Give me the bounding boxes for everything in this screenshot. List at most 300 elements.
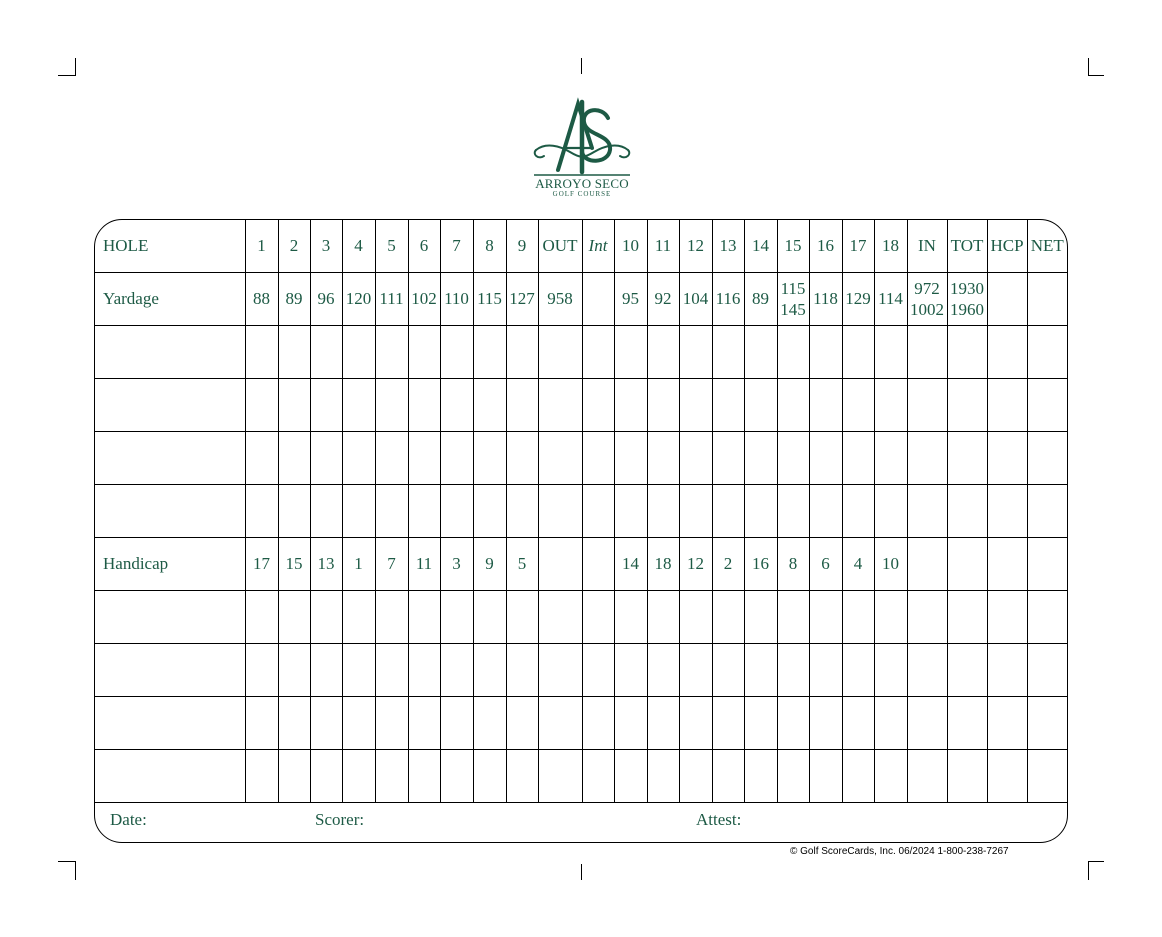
blank-cell bbox=[408, 644, 440, 697]
blank-cell bbox=[95, 432, 245, 485]
hole-header-row-cell: 13 bbox=[712, 220, 744, 273]
blank-cell bbox=[1027, 326, 1067, 379]
row-label: Handicap bbox=[95, 538, 245, 591]
blank-cell bbox=[907, 697, 947, 750]
blank-cell bbox=[744, 750, 777, 803]
player-score-row bbox=[95, 591, 1067, 644]
yardage-row-cell: 114 bbox=[874, 273, 907, 326]
player-score-row bbox=[95, 697, 1067, 750]
blank-cell bbox=[679, 326, 712, 379]
blank-cell bbox=[408, 591, 440, 644]
blank-cell bbox=[947, 432, 987, 485]
blank-cell bbox=[987, 485, 1027, 538]
date-label: Date: bbox=[110, 810, 147, 829]
blank-cell bbox=[582, 432, 614, 485]
blank-cell bbox=[809, 644, 842, 697]
hole-header-row-cell: OUT bbox=[538, 220, 582, 273]
blank-cell bbox=[744, 644, 777, 697]
crop-mark bbox=[1088, 75, 1104, 76]
blank-cell bbox=[506, 485, 538, 538]
blank-cell bbox=[278, 379, 310, 432]
blank-cell bbox=[310, 750, 342, 803]
blank-cell bbox=[809, 485, 842, 538]
blank-cell bbox=[408, 326, 440, 379]
blank-cell bbox=[712, 379, 744, 432]
blank-cell bbox=[310, 644, 342, 697]
blank-cell bbox=[245, 591, 278, 644]
blank-cell bbox=[440, 750, 473, 803]
blank-cell bbox=[538, 326, 582, 379]
player-score-row bbox=[95, 644, 1067, 697]
player-score-row bbox=[95, 485, 1067, 538]
blank-cell bbox=[1027, 697, 1067, 750]
score-table bbox=[95, 220, 1067, 803]
handicap-row-cell: 17 bbox=[245, 538, 278, 591]
blank-cell bbox=[473, 432, 506, 485]
blank-cell bbox=[440, 697, 473, 750]
blank-cell bbox=[647, 750, 679, 803]
yardage-row-cell: 129 bbox=[842, 273, 874, 326]
yardage-row-cell: 88 bbox=[245, 273, 278, 326]
blank-cell bbox=[679, 432, 712, 485]
blank-cell bbox=[310, 432, 342, 485]
handicap-row bbox=[95, 538, 1067, 591]
handicap-row-cell: 6 bbox=[809, 538, 842, 591]
yardage-row-cell: 972 1002 bbox=[907, 273, 947, 326]
hole-header-row-cell: 6 bbox=[408, 220, 440, 273]
blank-cell bbox=[278, 591, 310, 644]
blank-cell bbox=[809, 432, 842, 485]
yardage-row bbox=[95, 273, 1067, 326]
blank-cell bbox=[679, 485, 712, 538]
blank-cell bbox=[538, 485, 582, 538]
blank-cell bbox=[538, 591, 582, 644]
blank-cell bbox=[614, 485, 647, 538]
blank-cell bbox=[744, 697, 777, 750]
blank-cell bbox=[582, 591, 614, 644]
blank-cell bbox=[842, 750, 874, 803]
blank-cell bbox=[440, 591, 473, 644]
blank-cell bbox=[375, 485, 408, 538]
blank-cell bbox=[809, 326, 842, 379]
blank-cell bbox=[95, 379, 245, 432]
blank-cell bbox=[679, 379, 712, 432]
blank-cell bbox=[342, 379, 375, 432]
handicap-row-cell: 12 bbox=[679, 538, 712, 591]
blank-cell bbox=[614, 379, 647, 432]
blank-cell bbox=[375, 379, 408, 432]
blank-cell bbox=[679, 591, 712, 644]
blank-cell bbox=[582, 644, 614, 697]
blank-cell bbox=[987, 591, 1027, 644]
blank-cell bbox=[473, 485, 506, 538]
hole-header-row-cell: IN bbox=[907, 220, 947, 273]
blank-cell bbox=[440, 379, 473, 432]
blank-cell bbox=[375, 591, 408, 644]
yardage-row-cell: 115 145 bbox=[777, 273, 809, 326]
blank-cell bbox=[647, 432, 679, 485]
blank-cell bbox=[506, 326, 538, 379]
blank-cell bbox=[95, 326, 245, 379]
blank-cell bbox=[440, 432, 473, 485]
blank-cell bbox=[342, 432, 375, 485]
blank-cell bbox=[582, 538, 614, 591]
blank-cell bbox=[614, 591, 647, 644]
blank-cell bbox=[506, 591, 538, 644]
blank-cell bbox=[245, 432, 278, 485]
yardage-row-cell: 95 bbox=[614, 273, 647, 326]
crop-mark bbox=[58, 75, 76, 76]
hole-header-row-cell: 11 bbox=[647, 220, 679, 273]
blank-cell bbox=[987, 273, 1027, 326]
hole-header-row-cell: 10 bbox=[614, 220, 647, 273]
blank-cell bbox=[473, 379, 506, 432]
handicap-row-cell: 4 bbox=[842, 538, 874, 591]
blank-cell bbox=[907, 379, 947, 432]
blank-cell bbox=[1027, 644, 1067, 697]
hole-header-row-cell: 16 bbox=[809, 220, 842, 273]
blank-cell bbox=[473, 326, 506, 379]
yardage-row-cell: 120 bbox=[342, 273, 375, 326]
hole-header-row-cell: 4 bbox=[342, 220, 375, 273]
hole-header-row-cell: 2 bbox=[278, 220, 310, 273]
blank-cell bbox=[809, 697, 842, 750]
blank-cell bbox=[1027, 750, 1067, 803]
blank-cell bbox=[95, 750, 245, 803]
blank-cell bbox=[95, 644, 245, 697]
blank-cell bbox=[506, 644, 538, 697]
blank-cell bbox=[874, 750, 907, 803]
course-logo bbox=[520, 96, 644, 204]
yardage-row-cell: 118 bbox=[809, 273, 842, 326]
blank-cell bbox=[744, 485, 777, 538]
blank-cell bbox=[614, 644, 647, 697]
blank-cell bbox=[582, 485, 614, 538]
blank-cell bbox=[582, 326, 614, 379]
blank-cell bbox=[375, 326, 408, 379]
yardage-row-cell: 89 bbox=[278, 273, 310, 326]
blank-cell bbox=[342, 750, 375, 803]
blank-cell bbox=[245, 697, 278, 750]
blank-cell bbox=[538, 644, 582, 697]
blank-cell bbox=[95, 591, 245, 644]
blank-cell bbox=[310, 591, 342, 644]
blank-cell bbox=[987, 644, 1027, 697]
blank-cell bbox=[647, 644, 679, 697]
handicap-row-cell: 10 bbox=[874, 538, 907, 591]
blank-cell bbox=[712, 591, 744, 644]
blank-cell bbox=[375, 432, 408, 485]
blank-cell bbox=[777, 326, 809, 379]
blank-cell bbox=[614, 750, 647, 803]
blank-cell bbox=[712, 697, 744, 750]
crop-mark bbox=[581, 58, 582, 74]
blank-cell bbox=[408, 432, 440, 485]
blank-cell bbox=[95, 697, 245, 750]
blank-cell bbox=[987, 432, 1027, 485]
blank-cell bbox=[278, 326, 310, 379]
handicap-row-cell: 9 bbox=[473, 538, 506, 591]
crop-mark bbox=[1088, 861, 1089, 880]
blank-cell bbox=[809, 750, 842, 803]
hole-header-row-cell: Int bbox=[582, 220, 614, 273]
blank-cell bbox=[408, 379, 440, 432]
blank-cell bbox=[1027, 273, 1067, 326]
as-monogram-icon bbox=[520, 96, 644, 176]
attest-label: Attest: bbox=[696, 810, 742, 829]
blank-cell bbox=[874, 485, 907, 538]
hole-header-row-cell: 7 bbox=[440, 220, 473, 273]
blank-cell bbox=[538, 750, 582, 803]
blank-cell bbox=[842, 644, 874, 697]
blank-cell bbox=[907, 432, 947, 485]
blank-cell bbox=[538, 379, 582, 432]
blank-cell bbox=[278, 750, 310, 803]
handicap-row-cell: 7 bbox=[375, 538, 408, 591]
handicap-row-cell: 8 bbox=[777, 538, 809, 591]
handicap-row-cell: 18 bbox=[647, 538, 679, 591]
hole-header-row-cell: 5 bbox=[375, 220, 408, 273]
blank-cell bbox=[777, 432, 809, 485]
blank-cell bbox=[777, 485, 809, 538]
hole-header-row-cell: HCP bbox=[987, 220, 1027, 273]
crop-mark bbox=[75, 861, 76, 880]
blank-cell bbox=[310, 697, 342, 750]
blank-cell bbox=[777, 591, 809, 644]
blank-cell bbox=[842, 697, 874, 750]
hole-header-row-cell: 15 bbox=[777, 220, 809, 273]
blank-cell bbox=[947, 326, 987, 379]
blank-cell bbox=[907, 485, 947, 538]
blank-cell bbox=[245, 644, 278, 697]
yardage-row-cell: 104 bbox=[679, 273, 712, 326]
blank-cell bbox=[506, 379, 538, 432]
blank-cell bbox=[538, 697, 582, 750]
hole-header-row-cell: HOLE bbox=[95, 220, 245, 273]
blank-cell bbox=[947, 538, 987, 591]
blank-cell bbox=[947, 591, 987, 644]
blank-cell bbox=[842, 326, 874, 379]
blank-cell bbox=[842, 379, 874, 432]
blank-cell bbox=[907, 326, 947, 379]
blank-cell bbox=[987, 326, 1027, 379]
hole-header-row-cell: 18 bbox=[874, 220, 907, 273]
blank-cell bbox=[473, 697, 506, 750]
blank-cell bbox=[538, 538, 582, 591]
hole-header-row-cell: 8 bbox=[473, 220, 506, 273]
blank-cell bbox=[744, 379, 777, 432]
blank-cell bbox=[947, 379, 987, 432]
blank-cell bbox=[440, 326, 473, 379]
blank-cell bbox=[842, 485, 874, 538]
blank-cell bbox=[375, 750, 408, 803]
blank-cell bbox=[809, 591, 842, 644]
blank-cell bbox=[245, 379, 278, 432]
blank-cell bbox=[342, 485, 375, 538]
blank-cell bbox=[1027, 591, 1067, 644]
crop-mark bbox=[1088, 861, 1104, 862]
blank-cell bbox=[874, 432, 907, 485]
hole-header-row-cell: 17 bbox=[842, 220, 874, 273]
blank-cell bbox=[647, 326, 679, 379]
player-score-row bbox=[95, 750, 1067, 803]
blank-cell bbox=[614, 697, 647, 750]
blank-cell bbox=[907, 750, 947, 803]
blank-cell bbox=[647, 591, 679, 644]
blank-cell bbox=[278, 644, 310, 697]
hole-header-row-cell: 12 bbox=[679, 220, 712, 273]
hole-header-row-cell: 9 bbox=[506, 220, 538, 273]
player-score-row bbox=[95, 379, 1067, 432]
blank-cell bbox=[947, 697, 987, 750]
yardage-row-cell: 102 bbox=[408, 273, 440, 326]
blank-cell bbox=[874, 591, 907, 644]
blank-cell bbox=[245, 750, 278, 803]
blank-cell bbox=[874, 326, 907, 379]
blank-cell bbox=[842, 432, 874, 485]
blank-cell bbox=[342, 591, 375, 644]
blank-cell bbox=[777, 697, 809, 750]
blank-cell bbox=[874, 644, 907, 697]
copyright-text: © Golf ScoreCards, Inc. 06/2024 1-800-238-7267 bbox=[790, 846, 1009, 857]
hole-header-row-cell: TOT bbox=[947, 220, 987, 273]
yardage-row-cell: 115 bbox=[473, 273, 506, 326]
blank-cell bbox=[744, 591, 777, 644]
scorer-label: Scorer: bbox=[315, 810, 365, 829]
hole-header-row-cell: 14 bbox=[744, 220, 777, 273]
blank-cell bbox=[874, 697, 907, 750]
blank-cell bbox=[245, 485, 278, 538]
blank-cell bbox=[473, 591, 506, 644]
blank-cell bbox=[408, 750, 440, 803]
blank-cell bbox=[538, 432, 582, 485]
blank-cell bbox=[1027, 432, 1067, 485]
blank-cell bbox=[95, 485, 245, 538]
blank-cell bbox=[582, 273, 614, 326]
blank-cell bbox=[987, 697, 1027, 750]
blank-cell bbox=[647, 697, 679, 750]
handicap-row-cell: 11 bbox=[408, 538, 440, 591]
blank-cell bbox=[842, 591, 874, 644]
crop-mark bbox=[58, 861, 76, 862]
blank-cell bbox=[440, 485, 473, 538]
hole-header-row-cell: NET bbox=[1027, 220, 1067, 273]
blank-cell bbox=[712, 326, 744, 379]
blank-cell bbox=[712, 485, 744, 538]
handicap-row-cell: 16 bbox=[744, 538, 777, 591]
yardage-row-cell: 116 bbox=[712, 273, 744, 326]
blank-cell bbox=[506, 432, 538, 485]
blank-cell bbox=[987, 379, 1027, 432]
blank-cell bbox=[1027, 485, 1067, 538]
yardage-row-cell: 92 bbox=[647, 273, 679, 326]
blank-cell bbox=[375, 644, 408, 697]
blank-cell bbox=[679, 750, 712, 803]
yardage-row-cell: 89 bbox=[744, 273, 777, 326]
blank-cell bbox=[947, 750, 987, 803]
blank-cell bbox=[506, 697, 538, 750]
blank-cell bbox=[582, 697, 614, 750]
blank-cell bbox=[342, 326, 375, 379]
crop-mark bbox=[581, 864, 582, 880]
blank-cell bbox=[310, 326, 342, 379]
blank-cell bbox=[408, 485, 440, 538]
logo-subtitle: GOLF COURSE bbox=[552, 190, 612, 198]
blank-cell bbox=[278, 432, 310, 485]
player-score-row bbox=[95, 432, 1067, 485]
yardage-row-cell: 1930 1960 bbox=[947, 273, 987, 326]
blank-cell bbox=[874, 379, 907, 432]
hole-header-row-cell: 1 bbox=[245, 220, 278, 273]
blank-cell bbox=[777, 750, 809, 803]
blank-cell bbox=[1027, 379, 1067, 432]
crop-mark bbox=[1088, 58, 1089, 76]
blank-cell bbox=[712, 432, 744, 485]
yardage-row-cell: 111 bbox=[375, 273, 408, 326]
blank-cell bbox=[744, 326, 777, 379]
blank-cell bbox=[809, 379, 842, 432]
blank-cell bbox=[907, 538, 947, 591]
handicap-row-cell: 1 bbox=[342, 538, 375, 591]
blank-cell bbox=[342, 644, 375, 697]
yardage-row-cell: 96 bbox=[310, 273, 342, 326]
blank-cell bbox=[907, 644, 947, 697]
blank-cell bbox=[473, 644, 506, 697]
blank-cell bbox=[712, 644, 744, 697]
scorecard bbox=[94, 219, 1068, 843]
blank-cell bbox=[947, 485, 987, 538]
logo-name: ARROYO SECO bbox=[535, 176, 629, 191]
yardage-row-cell: 110 bbox=[440, 273, 473, 326]
blank-cell bbox=[987, 750, 1027, 803]
handicap-row-cell: 13 bbox=[310, 538, 342, 591]
player-score-row bbox=[95, 326, 1067, 379]
blank-cell bbox=[679, 644, 712, 697]
blank-cell bbox=[582, 379, 614, 432]
blank-cell bbox=[744, 432, 777, 485]
blank-cell bbox=[278, 697, 310, 750]
blank-cell bbox=[647, 485, 679, 538]
blank-cell bbox=[907, 591, 947, 644]
blank-cell bbox=[582, 750, 614, 803]
blank-cell bbox=[987, 538, 1027, 591]
blank-cell bbox=[278, 485, 310, 538]
handicap-row-cell: 15 bbox=[278, 538, 310, 591]
blank-cell bbox=[473, 750, 506, 803]
handicap-row-cell: 14 bbox=[614, 538, 647, 591]
blank-cell bbox=[647, 379, 679, 432]
blank-cell bbox=[342, 697, 375, 750]
blank-cell bbox=[408, 697, 440, 750]
blank-cell bbox=[375, 697, 408, 750]
hole-header-row-cell: 3 bbox=[310, 220, 342, 273]
blank-cell bbox=[1027, 538, 1067, 591]
handicap-row-cell: 3 bbox=[440, 538, 473, 591]
row-label: Yardage bbox=[95, 273, 245, 326]
blank-cell bbox=[712, 750, 744, 803]
blank-cell bbox=[614, 432, 647, 485]
blank-cell bbox=[947, 644, 987, 697]
blank-cell bbox=[777, 379, 809, 432]
handicap-row-cell: 2 bbox=[712, 538, 744, 591]
hole-header-row bbox=[95, 220, 1067, 273]
crop-mark bbox=[75, 58, 76, 76]
blank-cell bbox=[679, 697, 712, 750]
blank-cell bbox=[614, 326, 647, 379]
yardage-row-cell: 127 bbox=[506, 273, 538, 326]
blank-cell bbox=[310, 485, 342, 538]
handicap-row-cell: 5 bbox=[506, 538, 538, 591]
